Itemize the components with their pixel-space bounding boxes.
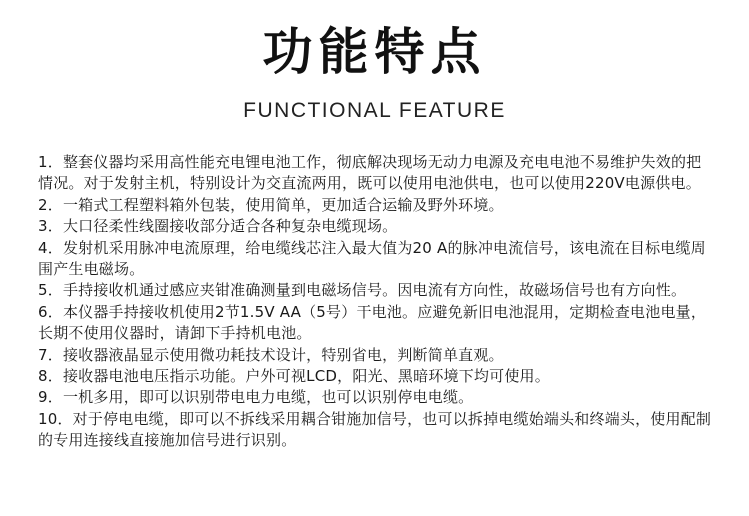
feature-item-10: 10．对于停电电缆，即可以不拆线采用耦合钳施加信号，也可以拆掉电缆始端头和终端头，使用配制的专用连接线直接施加信号进行识别。 (38, 409, 712, 450)
feature-item-4: 4．发射机采用脉冲电流原理，给电缆线芯注入最大值为20 A的脉冲电流信号，该电流在目标电缆周围产生电磁场。 (38, 238, 706, 279)
feature-item-7: 7．接收器液晶显示使用微功耗技术设计，特别省电，判断简单直观。 (38, 345, 504, 364)
feature-item-3: 3．大口径柔性线圈接收部分适合各种复杂电缆现场。 (38, 217, 398, 236)
feature-list (38, 152, 716, 452)
feature-item-1: 1．整套仪器均采用高性能充电锂电池工作，彻底解决现场无动力电源及充电电池不易维护失效的把情况。对于发射主机，特别设计为交直流两用，既可以使用电池供电，也可以使用220V电源供电。 (38, 153, 702, 193)
feature-item-2: 2．一箱式工程塑料箱外包装，使用简单，更加适合运输及野外环境。 (38, 195, 504, 214)
page-subtitle: FUNCTIONAL FEATURE (243, 99, 506, 122)
feature-item-6: 6．本仪器手持接收机使用2节1.5V AA（5号）干电池。应避免新旧电池混用，定期检查电池电量，长期不使用仪器时，请卸下手持机电池。 (38, 302, 707, 343)
feature-item-5: 5．手持接收机通过感应夹钳准确测量到电磁场信号。因电流有方向性，故磁场信号也有方向性。 (38, 281, 687, 300)
page-title: 功能特点 (262, 23, 487, 81)
header (0, 20, 749, 124)
feature-item-9: 9．一机多用，即可以识别带电电力电缆，也可以识别停电电缆。 (38, 388, 474, 407)
feature-item-8: 8．接收器电池电压指示功能。户外可视LCD，阳光、黑暗环境下均可使用。 (38, 367, 550, 386)
